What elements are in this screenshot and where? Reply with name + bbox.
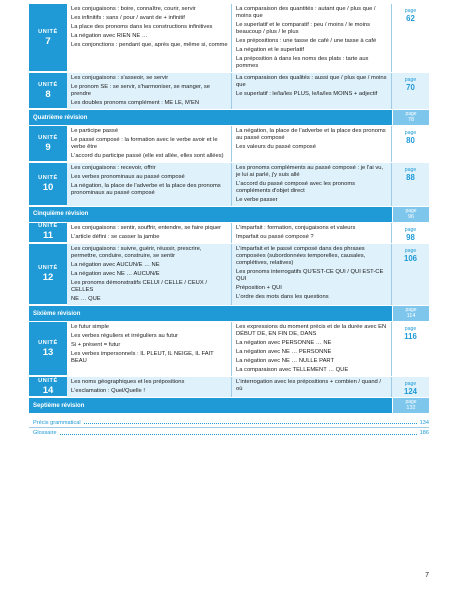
topic-item: Les conjugaisons : sentir, souffrir, entendre, se faire piquer [71,224,222,231]
topic-item: Les pronoms compléments au passé composé : je l'ai vu, je lui ai parlé, j'y suis allé [236,165,384,178]
unit-number: 8 [45,88,51,100]
unit-word: UNITÉ [38,81,58,88]
page-number-ref: 78 [407,117,415,124]
page-word: page [405,306,417,313]
revision-row [29,207,429,223]
leader-dots [84,420,417,424]
unit-topics-left [67,223,232,243]
topic-item: La négation avec PERSONNE … NE [236,340,332,346]
unit-topics-right [232,322,392,376]
unit-topics-left [67,244,232,305]
topic-item: Les conjugaisons : boire, connaître, courir, servir [71,6,196,12]
topic-item: L'exclamation : Quel/Quelle ! [71,388,145,395]
topic-item: Le superlatif : le/la/les PLUS, le/la/les MOINS + adjectif [236,91,378,97]
unit-topics-right [232,163,392,206]
annex-label: Précis grammatical [33,419,81,426]
revision-title: Cinquième révision [33,211,89,218]
unit-topics-right [232,377,392,397]
revision-page-ref [392,398,429,413]
unit-page-ref [392,377,429,397]
page-number-ref: 98 [406,232,415,242]
page-number-ref: 132 [406,405,416,412]
page-word: page [405,207,417,214]
unit-label [29,126,67,162]
unit-topics-right [232,223,392,243]
page-word: page [404,130,417,136]
topic-item: L'accord du passé composé avec les pronoms compléments d'objet direct [236,181,356,194]
topic-item: L'imparfait et le passé composé dans des phrases composées (subordonnées temporelles, causales, complétives, relatives) [236,245,366,266]
unit-topics-right [232,4,392,72]
topic-item: La négation avec NE … NULLE PART [236,358,335,365]
topic-item: Les conjonctions : pendant que, après que, même si, comme [71,42,228,49]
topic-item: Si + présent = futur [71,342,121,349]
topic-item: NE … QUE [71,296,101,303]
topic-item: Le pronom SE : se servir, s'harmoniser, se manger, se prendre [71,84,211,97]
unit-word: UNITÉ [38,28,58,35]
page-word: page [404,381,417,388]
unit-topics-right [232,244,392,305]
topic-item: Les pronoms interrogatifs QU'EST-CE QUI / QUI EST-CE QUI [236,268,384,282]
topic-item: L'interrogation avec les prépositions + combien / quand / où [236,379,381,393]
topic-item: L'article défini : se casser la jambe [71,234,160,240]
page-word: page [404,77,417,83]
unit-topics-left [67,377,232,397]
unit-topics-left [67,73,232,109]
topic-item: La comparaison des quantités : autant que / plus que / moins que [236,6,376,19]
topic-item: La négation, la place de l'adverbe et la place des pronoms pronominaux au passé composé [71,183,221,197]
unit-word: UNITÉ [38,134,58,141]
unit-label [29,377,67,397]
unit-topics-right [232,73,392,109]
topic-item: La préposition à dans les noms des plats : tarte aux pommes [236,56,369,70]
page-number-ref: 124 [403,387,417,397]
topic-item: Les verbes pronominaux au passé composé [71,174,185,181]
unit-row [29,126,429,163]
topic-item: Les prépositions : une tasse de café / une tasse à café [236,38,377,44]
topic-item: L'accord du participe passé (elle est allée, elles sont allées) [71,153,224,160]
page-word: page [404,8,417,14]
unit-topics-left [67,4,232,72]
revision-row [29,398,429,414]
page-number-ref: 116 [404,332,417,341]
topic-item: Les conjugaisons : s'asseoir, se servir [71,75,169,81]
unit-label [29,223,67,243]
topic-item: Le futur simple [71,324,110,330]
topic-item: Les valeurs du passé composé [236,144,316,150]
unit-row [29,223,429,244]
unit-word: UNITÉ [38,264,58,271]
topic-item: Le passé composé : la formation avec le verbe avoir et le verbe être [71,137,218,150]
page-word: page [404,167,417,173]
unit-row [29,163,429,207]
annex-row [29,418,429,428]
annex-row [29,428,429,438]
unit-page-ref [392,223,429,243]
revision-page-ref [392,306,429,321]
revision-row [29,306,429,322]
unit-word: UNITÉ [38,377,58,384]
topic-item: La négation avec NE … PERSONNE [236,349,332,356]
topic-item: Imparfait ou passé composé ? [236,234,314,240]
topic-item: Le participe passé [71,128,119,134]
unit-page-ref [392,126,429,162]
topic-item: La négation, la place de l'adverbe et la place des pronoms au passé composé [236,128,386,141]
revision-title: Quatrième révision [33,114,88,121]
page-word: page [405,398,417,405]
unit-number: 10 [42,181,54,193]
unit-number: 7 [45,35,51,47]
topic-item: La négation avec NE … AUCUN/E [71,271,160,277]
unit-row [29,73,429,110]
unit-page-ref [392,322,429,376]
unit-number: 9 [45,141,51,153]
unit-number: 11 [42,230,54,242]
unit-number: 13 [42,346,54,358]
page-number: 7 [425,572,429,579]
topic-item: L'imparfait : formation, conjugaisons et valeurs [236,224,356,231]
unit-topics-left [67,322,232,376]
unit-page-ref [392,244,429,305]
unit-label [29,244,67,305]
unit-row [29,244,429,306]
topic-item: La négation et le superlatif [236,47,305,54]
topic-item: La comparaison avec TELLEMENT … QUE [236,367,349,374]
unit-label [29,163,67,206]
topic-item: L'ordre des mots dans les questions [236,293,329,300]
annex-page: 134 [419,419,429,426]
page-number-ref: 88 [406,173,415,182]
page-number-ref: 106 [403,253,417,263]
topic-item: La place des pronoms dans les constructions infinitives [71,24,213,31]
unit-number: 14 [42,384,54,396]
table-of-contents [29,4,429,438]
topic-item: Les doubles pronoms complément : ME LE, M'EN [71,100,200,107]
page-word: page [404,226,417,233]
page-word: page [404,326,417,332]
page-number-ref: 80 [406,136,415,145]
annex-page: 186 [419,430,429,437]
topic-item: Les noms géographiques et les prépositions [71,379,185,386]
topic-item: Les conjugaisons : recevoir, offrir [71,165,156,171]
unit-label [29,4,67,72]
topic-item: Les infinitifs : sans / pour / avant de + infinitif [71,15,185,22]
topic-item: La négation avec AUCUN/E … NE [71,261,160,268]
unit-word: UNITÉ [38,174,58,181]
page-number-ref: 62 [406,14,415,23]
unit-row [29,322,429,377]
topic-item: Le superlatif et le comparatif : peu / moins / le moins beaucoup / plus / le plus [236,22,371,35]
unit-page-ref [392,73,429,109]
revision-page-ref [392,207,429,222]
unit-label [29,73,67,109]
annex-label: Glossaire [33,430,57,437]
unit-label [29,322,67,376]
revision-row [29,110,429,126]
revision-title: Septième révision [33,402,85,409]
unit-page-ref [392,4,429,72]
unit-topics-left [67,163,232,206]
topic-item: Les pronoms démonstratifs CELUI / CELLE / CEUX / CELLES [71,280,207,293]
topic-item: Les expressions du moment précis et de la durée avec EN DÉBUT DE, EN FIN DE, DANS [236,324,387,337]
page-number-ref: 114 [406,313,416,320]
unit-topics-right [232,126,392,162]
unit-word: UNITÉ [38,339,58,346]
topic-item: Préposition + QUI [236,284,282,291]
page-number-ref: 70 [406,83,415,92]
page-word: page [405,110,417,117]
topic-item: Les verbes réguliers et irréguliers au futur [71,333,178,340]
page-word: page [404,247,417,254]
unit-row [29,377,429,398]
topic-item: La comparaison des qualités : aussi que / plus que / moins que [236,75,387,88]
topic-item: La négation avec RIEN NE … [71,33,148,40]
leader-dots [60,431,417,435]
page-number-ref: 96 [407,214,415,221]
topic-item: Les verbes impersonnels : IL PLEUT, IL NEIGE, IL FAIT BEAU [71,351,214,365]
revision-title: Sixième révision [33,310,81,317]
topic-item: Les conjugaisons : suivre, guérir, réussir, prescrire, permettre, conduire, construire, se sentir [71,245,202,259]
unit-row [29,4,429,73]
revision-page-ref [392,110,429,125]
topic-item: Le verbe passer [236,197,278,203]
unit-topics-left [67,126,232,162]
unit-page-ref [392,163,429,206]
unit-number: 12 [42,271,54,283]
unit-word: UNITÉ [38,223,58,230]
